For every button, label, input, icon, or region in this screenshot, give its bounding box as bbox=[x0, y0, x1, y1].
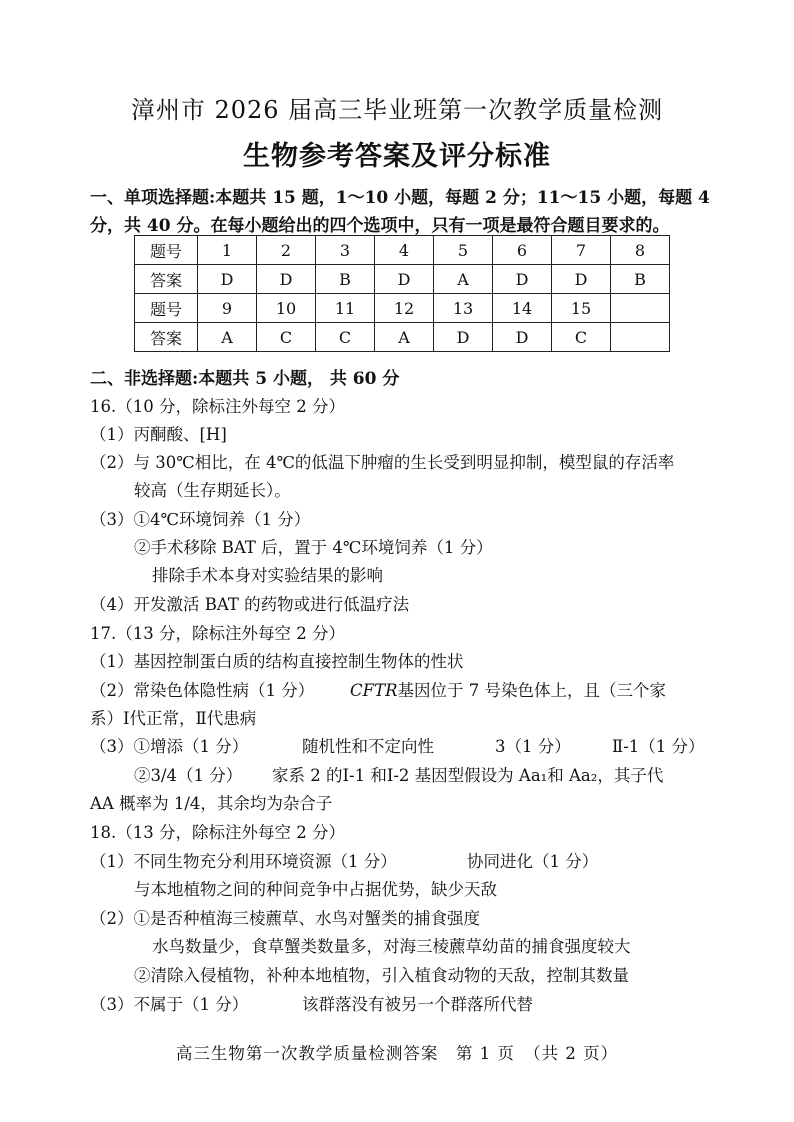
q18-answer-line: 与本地植物之间的种间竞争中占据优势，缺少天敌 bbox=[134, 880, 497, 899]
table-cell: 6 bbox=[493, 236, 552, 265]
table-cell: D bbox=[493, 323, 552, 352]
q16-answer-line: （2）与 30℃相比，在 4℃的低温下肿瘤的生长受到明显抑制，模型鼠的存活率 bbox=[90, 453, 675, 472]
answer-table bbox=[134, 235, 670, 352]
section2-heading: 二、非选择题:本题共 5 小题， 共 60 分 bbox=[90, 369, 400, 389]
q16-answer-line: ②手术移除 BAT 后，置于 4℃环境饲养（1 分） bbox=[134, 538, 493, 557]
table-row-label: 答案 bbox=[135, 265, 198, 294]
q17-answer-line: ②3/4（1 分） bbox=[134, 766, 243, 785]
table-cell: 13 bbox=[434, 294, 493, 323]
table-cell: 14 bbox=[493, 294, 552, 323]
table-cell: D bbox=[198, 265, 257, 294]
q16-answer-line: 较高（生存期延长）。 bbox=[134, 481, 291, 500]
q17-answer-line: 家系 2 的Ⅰ-1 和Ⅰ-2 基因型假设为 Aa₁和 Aa₂，其子代 bbox=[272, 766, 664, 785]
table-row bbox=[135, 294, 670, 323]
table-cell: 10 bbox=[257, 294, 316, 323]
table-cell: 9 bbox=[198, 294, 257, 323]
table-cell: D bbox=[552, 265, 611, 294]
q18-answer-line: 该群落没有被另一个群落所代替 bbox=[302, 995, 533, 1014]
table-cell: 7 bbox=[552, 236, 611, 265]
table-cell: 2 bbox=[257, 236, 316, 265]
table-row bbox=[135, 236, 670, 265]
table-cell: D bbox=[493, 265, 552, 294]
table-cell: A bbox=[375, 323, 434, 352]
q18-answer-line: （3）不属于（1 分） bbox=[90, 995, 249, 1014]
q16-answer-line: 排除手术本身对实验结果的影响 bbox=[152, 566, 383, 585]
table-cell bbox=[611, 294, 670, 323]
q17-answer-line: （2）常染色体隐性病（1 分） bbox=[90, 681, 315, 700]
q16-answer-line: （1）丙酮酸、[H] bbox=[90, 425, 227, 444]
table-cell: 8 bbox=[611, 236, 670, 265]
table-cell: A bbox=[434, 265, 493, 294]
table-cell: B bbox=[316, 265, 375, 294]
table-cell: C bbox=[316, 323, 375, 352]
table-cell: C bbox=[257, 323, 316, 352]
section1-intro-line2: 分，共 40 分。在每小题给出的四个选项中，只有一项是最符合题目要求的。 bbox=[90, 216, 670, 236]
q18-answer-line: ②清除入侵植物，补种本地植物，引入植食动物的天敌，控制其数量 bbox=[134, 966, 629, 985]
table-row-label: 答案 bbox=[135, 323, 198, 352]
table-cell: 11 bbox=[316, 294, 375, 323]
q18-answer-line: 协同进化（1 分） bbox=[467, 852, 599, 871]
table-row-label: 题号 bbox=[135, 294, 198, 323]
q17-heading: 17.（13 分，除标注外每空 2 分） bbox=[90, 624, 345, 643]
q17-answer-line: 系）Ⅰ代正常，Ⅱ代患病 bbox=[90, 709, 257, 728]
q17-answer-line: Ⅱ-1（1 分） bbox=[612, 737, 705, 756]
table-cell: 4 bbox=[375, 236, 434, 265]
table-cell: 15 bbox=[552, 294, 611, 323]
gene-name: CFTR bbox=[350, 681, 398, 700]
table-cell: A bbox=[198, 323, 257, 352]
q17-answer-line: 随机性和不定向性 bbox=[302, 737, 434, 756]
q18-answer-line: （1）不同生物充分利用环境资源（1 分） bbox=[90, 852, 397, 871]
q17-answer-line: （1）基因控制蛋白质的结构直接控制生物体的性状 bbox=[90, 652, 464, 671]
table-cell: 5 bbox=[434, 236, 493, 265]
table-row-label: 题号 bbox=[135, 236, 198, 265]
section1-intro-line1: 一、单项选择题:本题共 15 题，1～10 小题，每题 2 分；11～15 小题，每题 4 bbox=[90, 188, 710, 208]
q16-heading: 16.（10 分，除标注外每空 2 分） bbox=[90, 397, 345, 416]
table-cell: C bbox=[552, 323, 611, 352]
table-row bbox=[135, 323, 670, 352]
q17-answer-line: 3（1 分） bbox=[495, 737, 571, 756]
q18-answer-line: （2）①是否种植海三棱藨草、水鸟对蟹类的捕食强度 bbox=[90, 909, 480, 928]
table-cell: 3 bbox=[316, 236, 375, 265]
q17-answer-line: AA 概率为 1/4，其余均为杂合子 bbox=[90, 794, 333, 813]
q18-heading: 18.（13 分，除标注外每空 2 分） bbox=[90, 823, 345, 842]
table-cell: D bbox=[257, 265, 316, 294]
table-cell: 1 bbox=[198, 236, 257, 265]
document-subtitle: 生物参考答案及评分标准 bbox=[243, 141, 551, 172]
q16-answer-line: （3）①4℃环境饲养（1 分） bbox=[90, 510, 311, 529]
q17-reason-text: 基因位于 7 号染色体上，且（三个家 bbox=[397, 681, 667, 700]
exam-title: 漳州市 2026 届高三毕业班第一次教学质量检测 bbox=[130, 96, 664, 124]
table-cell: D bbox=[375, 265, 434, 294]
table-cell: 12 bbox=[375, 294, 434, 323]
q16-answer-line: （4）开发激活 BAT 的药物或进行低温疗法 bbox=[90, 595, 410, 614]
table-cell bbox=[611, 323, 670, 352]
table-row bbox=[135, 265, 670, 294]
q18-answer-line: 水鸟数量少，食草蟹类数量多，对海三棱藨草幼苗的捕食强度较大 bbox=[152, 937, 631, 956]
table-cell: B bbox=[611, 265, 670, 294]
page-footer: 高三生物第一次教学质量检测答案 第 1 页 （共 2 页） bbox=[175, 1044, 619, 1063]
q17-answer-line bbox=[350, 677, 666, 701]
q17-answer-line: （3）①增添（1 分） bbox=[90, 737, 249, 756]
table-cell: D bbox=[434, 323, 493, 352]
